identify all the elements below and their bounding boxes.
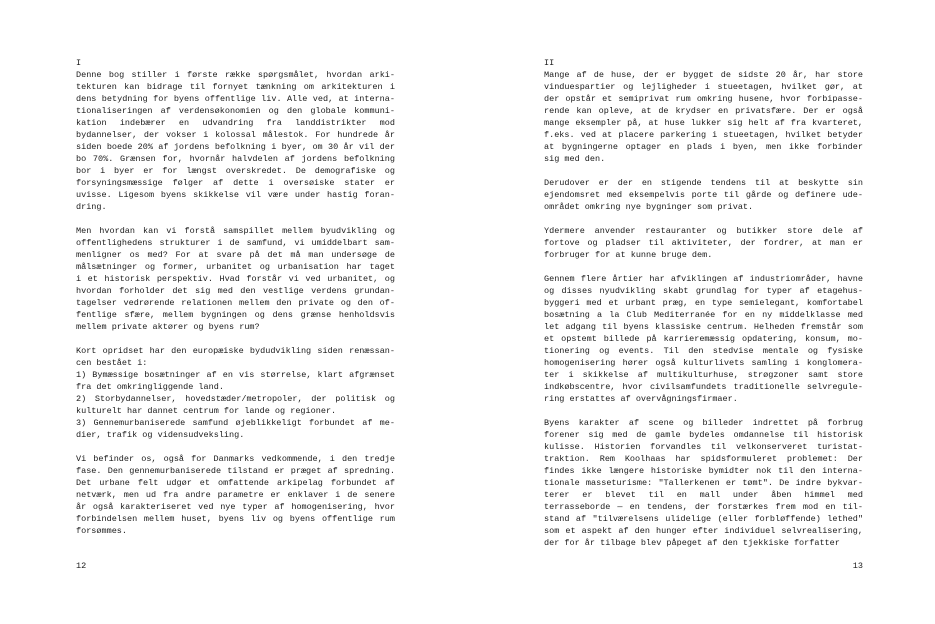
text-line: tionale masseturisme: "Tallerkenen er tømt". De indre bykvar-	[544, 478, 863, 488]
text-line: dier, trafik og vidensudveksling.	[76, 430, 245, 440]
text-line: fase. Den gennemurbaniserede tilstand er præget af spredning.	[76, 466, 395, 476]
text-line: Vi befinder os, også for Danmarks vedkommende, i den tredje	[76, 454, 395, 464]
text-line: offentlighedens strukturer i de samfund, vi umiddelbart sam-	[76, 238, 395, 248]
text-line: uvisse. Ligesom byens skikkelse vil være under hastig foran-	[76, 190, 395, 200]
right-page-body	[544, 69, 863, 549]
text-line: vinduespartier og lejligheder i stueetagen, hvilket gør, at	[544, 82, 863, 92]
text-line: Denne bog stiller i første række spørgsmålet, hvordan arki-	[76, 70, 395, 80]
left-page	[76, 57, 395, 549]
text-line: Kort opridset har den europæiske bydudvikling siden renæssan-	[76, 346, 395, 356]
right-page-number: 13	[852, 561, 863, 571]
text-line: traktion. Rem Koolhaas har spidsformuleret problemet: Der	[544, 454, 863, 464]
text-line: Derudover er der en stigende tendens til at beskytte sin	[544, 178, 863, 188]
text-line: hvordan forholder det sig med den vestlige verdens grundan-	[76, 286, 395, 296]
text-line: Det urbane felt udgør et omfattende arkipelag forbundet af	[76, 478, 395, 488]
text-line: bo 70%. Grænsen for, hvornår halvdelen af jordens befolkning	[76, 154, 395, 164]
text-line: Mange af de huse, der er bygget de sidste 20 år, har store	[544, 70, 863, 80]
paragraph	[544, 273, 863, 405]
text-line: fra det omkringliggende land.	[76, 382, 224, 392]
text-line: tagelser vedrørende relationen mellem den private og den of-	[76, 298, 395, 308]
text-line: kulisse. Historien forvandles til velkonserveret turistat-	[544, 442, 863, 452]
text-line: terrasseborde — en tendens, der forstærkes frem mod en til-	[544, 502, 863, 512]
text-line: siden boede 20% af jordens befolkning i byer, om 30 år vil der	[76, 142, 395, 152]
text-line: ejendomsret med eksempelvis porte til gårde og definere ude-	[544, 190, 863, 200]
text-line: forbindelsen mellem huset, byens liv og byens offentlige rum	[76, 514, 395, 524]
text-line: dring.	[76, 202, 107, 212]
text-line: netværk, men ud fra andre parametre er enklaver i de senere	[76, 490, 395, 500]
text-line: som et aspekt af den hunger efter individuel selvrealisering,	[544, 526, 863, 536]
text-line: kation indebærer en udvandring fra landdistrikter mod	[76, 118, 395, 128]
paragraph	[76, 225, 395, 333]
text-line: 2) Storbydannelser, hovedstæder/metropoler, der politisk og	[76, 394, 395, 404]
right-page	[544, 57, 863, 561]
text-line: Gennem flere årtier har afviklingen af industriområder, havne	[544, 274, 863, 284]
text-line: menligner os med? For at svare på det må man undersøge de	[76, 250, 395, 260]
paragraph	[544, 177, 863, 213]
text-line: f.eks. ved at placere parkering i stueetagen, hvilket betyder	[544, 130, 863, 140]
text-line: byggeri med et urbant præg, en type semielegant, komfortabel	[544, 298, 863, 308]
text-line: området omkring nye bygninger som privat.	[544, 202, 754, 212]
text-line: og disses nyudvikling skabt grundlag for typer af etagehus-	[544, 286, 863, 296]
text-line: år også karakteriseret ved nye typer af homogenisering, hvor	[76, 502, 395, 512]
text-line: tionaliseringen af verdensøkonomien og den globale kommuni-	[76, 106, 395, 116]
paragraph	[544, 417, 863, 549]
text-line: at bygningerne optager en plads i byen, men ikke forbinder	[544, 142, 863, 152]
text-line: terer er blevet til en mall under åben himmel med	[544, 490, 863, 500]
text-line: bydannelser, der vokser i kolossal målestok. For hundrede år	[76, 130, 395, 140]
paragraph	[544, 69, 863, 165]
text-line: cen bestået i:	[76, 358, 148, 368]
text-line: i et historisk perspektiv. Hvad forstår vi ved urbanitet, og	[76, 274, 395, 284]
left-page-heading: I	[76, 58, 82, 68]
text-line: ring erstattes af overvågningsfirmaer.	[544, 394, 738, 404]
text-line: ter i skikkelse af multikulturhuse, strøgzoner samt store	[544, 370, 863, 380]
text-line: stand af "tilværelsens ulidelige (eller forbløffende) lethed"	[544, 514, 863, 524]
text-line: et opstemt billede på karrieremæssig opdatering, konsum, mo-	[544, 334, 863, 344]
paragraph	[76, 453, 395, 537]
text-line: 3) Gennemurbaniserede samfund øjeblikkeligt forbundet af me-	[76, 418, 395, 428]
text-line: forsyningsmæssige følger af dette i oversøiske stater er	[76, 178, 395, 188]
left-page-body	[76, 69, 395, 537]
paragraph	[76, 345, 395, 441]
text-line: indkøbscentre, hvor civilsamfundets traditionelle selvregule-	[544, 382, 863, 392]
text-line: fortove og pladser til aktiviteter, der fordrer, at man er	[544, 238, 863, 248]
text-line: kulturelt har dannet centrum for lande og regioner.	[76, 406, 337, 416]
text-line: Men hvordan kan vi forstå samspillet mellem byudvikling og	[76, 226, 395, 236]
text-line: der opstår et semiprivat rum omkring husene, hvor forbipasse-	[544, 94, 863, 104]
text-line: mellem private aktører og byens rum?	[76, 322, 260, 332]
text-line: tionering og events. Til den stedvise mentale og fysiske	[544, 346, 863, 356]
text-line: fentlige sfære, mellem bygningen og dens grænse henholdsvis	[76, 310, 395, 320]
text-line: bosætning a la Club Mediterranée for en ny middelklasse med	[544, 310, 863, 320]
text-line: bor i byer er for længst overskredet. De demografiske og	[76, 166, 395, 176]
text-line: forener sig med de gamle bydeles omdannelse til historisk	[544, 430, 863, 440]
left-page-number: 12	[76, 561, 87, 571]
paragraph	[544, 225, 863, 261]
text-line: rende kan opleve, at de krydser en privatsfære. Der er også	[544, 106, 863, 116]
text-line: let adgang til byens klassiske centrum. Helheden fremstår som	[544, 322, 863, 332]
text-line: forbruger for at kunne bruge dem.	[544, 250, 713, 260]
text-line: tekturen kan bidrage til fornyet tænkning om arkitekturen i	[76, 82, 395, 92]
text-line: mange eksempler på, at huse lukker sig helt af fra kvarteret,	[544, 118, 863, 128]
text-line: findes ikke længere historiske bymidter nok til den interna-	[544, 466, 863, 476]
paragraph	[76, 69, 395, 213]
right-page-heading: II	[544, 58, 555, 68]
text-line: Ydermere anvender restauranter og butikker store dele af	[544, 226, 863, 236]
text-line: homogenisering hører også kulturlivets samling i konglomera-	[544, 358, 863, 368]
text-line: sig med den.	[544, 154, 606, 164]
text-line: forsømmes.	[76, 526, 128, 536]
text-line: der for år tilbage blev påpeget af den tjekkiske forfatter	[544, 538, 840, 548]
text-line: målsætninger og former, urbanitet og urbanisation har taget	[76, 262, 395, 272]
text-line: 1) Bymæssige bosætninger af en vis størrelse, klart afgrænset	[76, 370, 395, 380]
text-line: Byens karakter af scene og billeder indrettet på forbrug	[544, 418, 863, 428]
text-line: dens betydning for byens offentlige liv. Alle ved, at interna-	[76, 94, 395, 104]
